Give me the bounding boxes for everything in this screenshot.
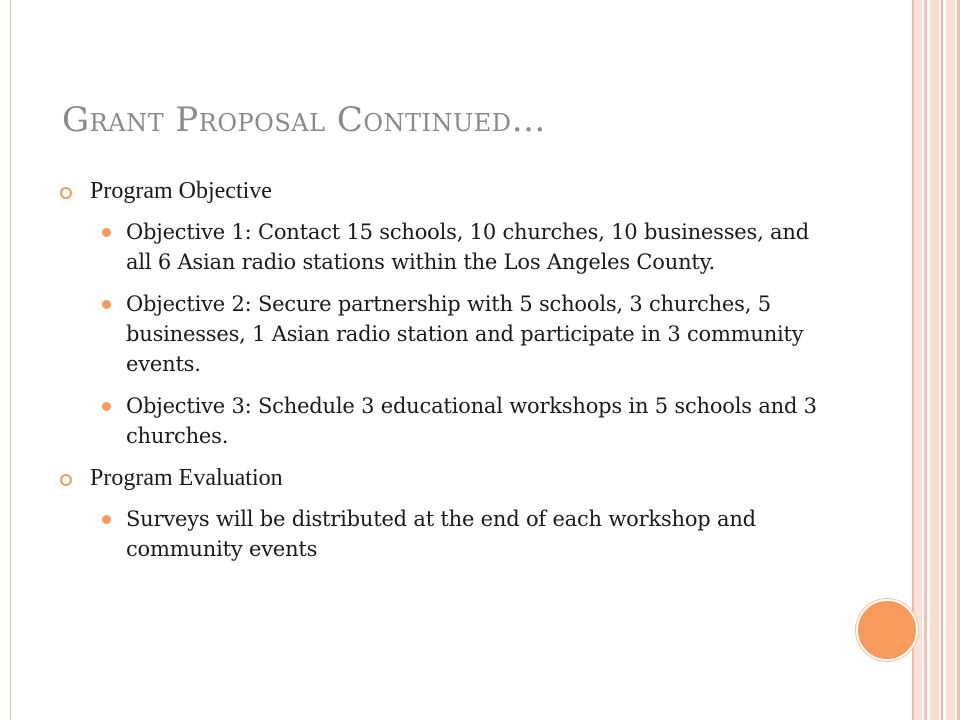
sub-bullet-objective-3	[60, 391, 820, 451]
stripe	[941, 0, 943, 720]
decorative-stripes	[914, 0, 960, 720]
sub-bullet-text: Objective 1: Contact 15 schools, 10 churches, 10 businesses, and all 6 Asian radio stations within the Los Angeles County.	[126, 220, 809, 274]
stripe	[924, 0, 927, 720]
stripe	[930, 0, 939, 720]
section-heading: Program Objective	[90, 178, 272, 204]
sub-bullet-objective-2	[60, 289, 820, 379]
dot-bullet-icon	[102, 515, 111, 524]
bullet-program-evaluation	[60, 465, 820, 492]
dot-bullet-icon	[102, 402, 111, 411]
dot-bullet-icon	[102, 228, 111, 237]
stripe	[914, 0, 922, 720]
sub-bullet-text: Surveys will be distributed at the end of each workshop and community events	[126, 507, 756, 561]
stripe	[946, 0, 955, 720]
slide-body	[60, 178, 820, 576]
bullet-program-objective	[60, 178, 820, 205]
sub-bullet-text: Objective 2: Secure partnership with 5 schools, 3 churches, 5 businesses, 1 Asian radio station and participate in 3 community events.	[126, 292, 804, 376]
dot-bullet-icon	[102, 300, 111, 309]
hollow-circle-bullet-icon	[60, 187, 72, 199]
hollow-circle-bullet-icon	[60, 474, 72, 486]
sub-bullet-objective-1	[60, 217, 820, 277]
sub-bullet-evaluation-1	[60, 504, 820, 564]
sub-bullet-text: Objective 3: Schedule 3 educational workshops in 5 schools and 3 churches.	[126, 394, 817, 448]
decorative-orange-circle	[856, 599, 918, 661]
section-heading: Program Evaluation	[90, 465, 283, 491]
slide-title: Grant Proposal Continued…	[62, 100, 547, 140]
